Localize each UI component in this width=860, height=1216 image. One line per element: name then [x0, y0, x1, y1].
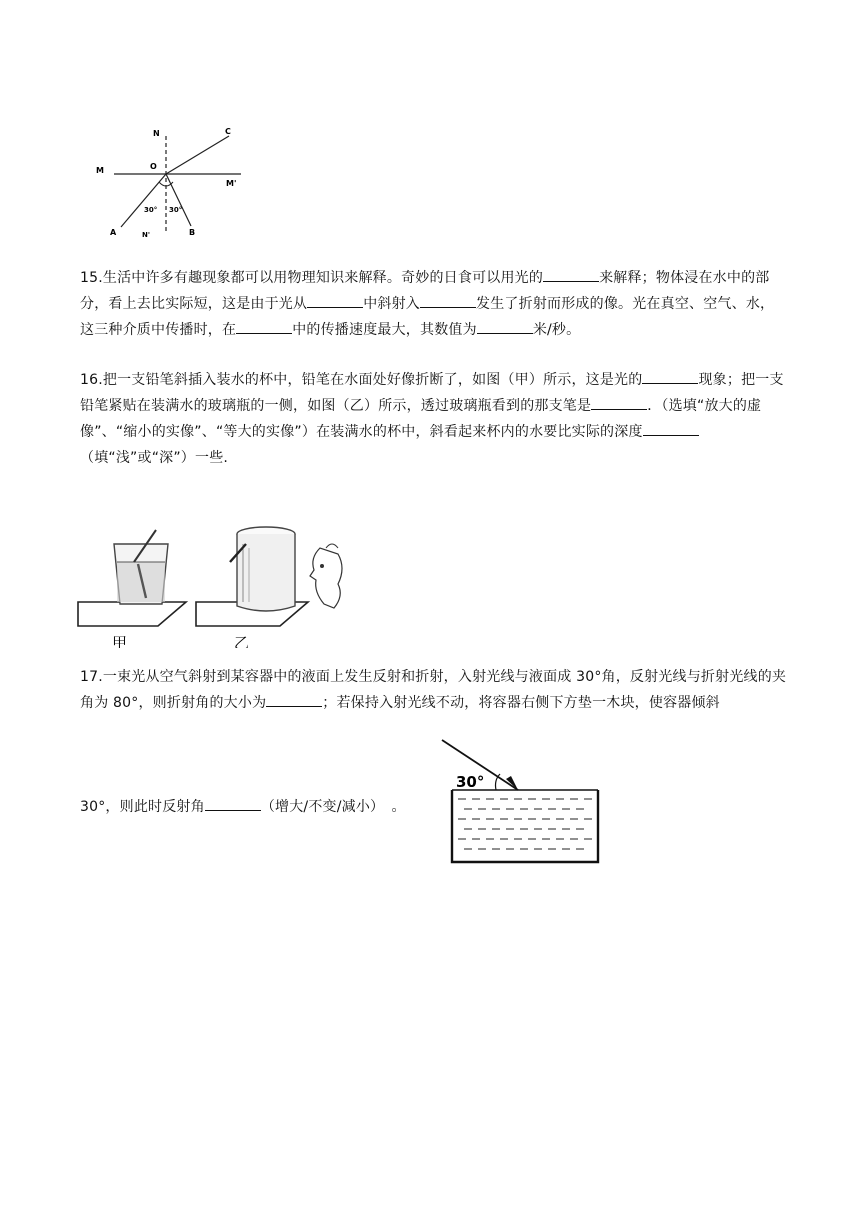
angle-label-left: 30° [144, 206, 158, 214]
question-17-continued: 30°，则此时反射角 （增大/不变/减小） 。 [80, 794, 480, 820]
answer-blank[interactable] [236, 318, 292, 334]
answer-blank[interactable] [543, 266, 599, 282]
container-figure [438, 736, 603, 866]
question-15: 15.生活中许多有趣现象都可以用物理知识来解释。奇妙的日食可以用光的 来解释；物体浸在水中的部分，看上去比实际短，这是由于光从 中斜射入 发生了折射而形成的像。光在真空、空气、水，这三种介质中传播时，在 中的传播速度最大，其数值为 米/秒。 [80, 265, 788, 343]
label-M: M [96, 166, 104, 175]
label-yi: 乙 [234, 634, 250, 648]
answer-blank[interactable] [266, 691, 322, 707]
label-N: N [153, 129, 160, 138]
question-17: 17.一束光从空气斜射到某容器中的液面上发生反射和折射，入射光线与液面成 30°角，反射光线与折射光线的夹角为 80°，则折射角的大小为 ；若保持入射光线不动，将容器右侧下方垫一木块，使容器倾斜 [80, 669, 787, 711]
answer-blank[interactable] [307, 292, 363, 308]
answer-blank[interactable] [642, 368, 698, 384]
answer-blank[interactable] [477, 318, 533, 334]
label-N-prime: N' [142, 231, 151, 239]
answer-blank[interactable] [420, 292, 476, 308]
angle-label-right: 30° [169, 206, 183, 214]
label-M-prime: M' [226, 179, 237, 188]
reflection-diagram [86, 122, 246, 244]
label-A: A [110, 228, 117, 237]
question-16: 16.把一支铅笔斜插入装水的杯中，铅笔在水面处好像折断了，如图（甲）所示，这是光的 现象；把一支铅笔紧贴在装满水的玻璃瓶的一侧，如图（乙）所示，透过玻璃瓶看到的那支笔是 ．（选填“放大的虚像”、“缩小的实像”、“等大的实像”）在装满水的杯中，斜看起来杯内的水要比实际的深度（填“浅”或“深”）一些. [80, 367, 788, 471]
label-C: C [225, 127, 231, 136]
label-B: B [189, 228, 196, 237]
answer-blank[interactable] [591, 394, 647, 410]
answer-blank[interactable] [643, 420, 699, 436]
label-O: O [150, 162, 157, 171]
angle-label-30: 30° [456, 773, 485, 791]
pencil-refraction-figure [76, 518, 366, 648]
answer-blank[interactable] [205, 795, 261, 811]
label-jia: 甲 [112, 634, 128, 648]
